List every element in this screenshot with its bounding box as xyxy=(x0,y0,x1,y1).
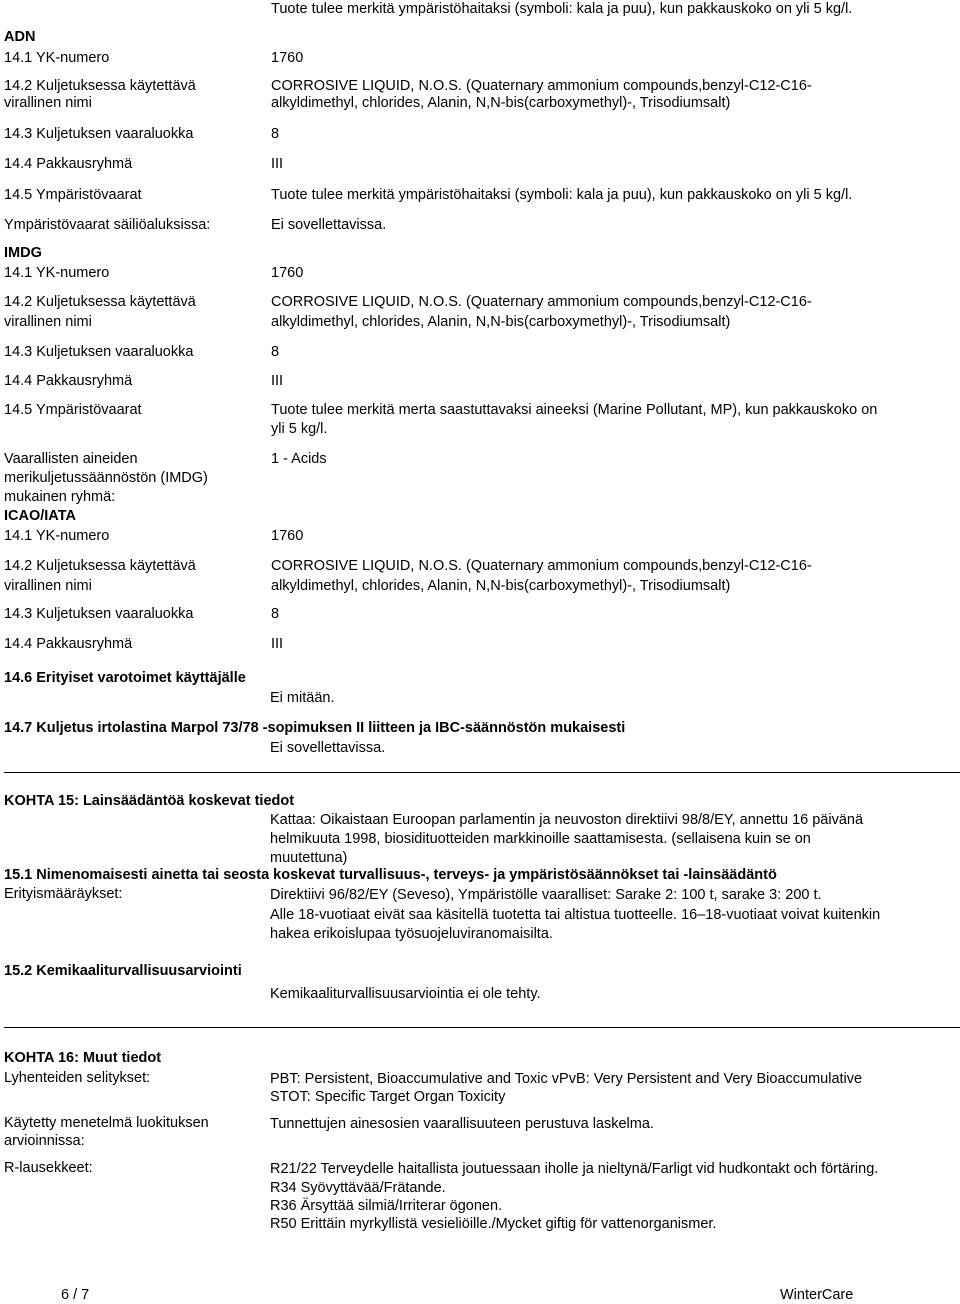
adn-tank-label: Ympäristövaarat säiliöaluksissa: xyxy=(4,217,211,233)
s16-r-4: R50 Erittäin myrkyllistä vesieliöille./Mycket giftig för vattenorganismer. xyxy=(270,1216,717,1232)
imdg-env-label: 14.5 Ympäristövaarat xyxy=(4,402,142,418)
imdg-heading: IMDG xyxy=(4,245,42,261)
adn-name-label-1: 14.2 Kuljetuksessa käytettävä xyxy=(4,78,196,94)
adn-group-label: 14.4 Pakkausryhmä xyxy=(4,156,133,172)
imdg-group-value: III xyxy=(271,373,284,389)
s16-r-label: R-lausekkeet: xyxy=(4,1160,93,1176)
icao-group-label: 14.4 Pakkausryhmä xyxy=(4,636,133,652)
icao-un-label: 14.1 YK-numero xyxy=(4,528,110,544)
s147-heading: 14.7 Kuljetus irtolastina Marpol 73/78 -sopimuksen II liitteen ja IBC-säännöstön mukaisesti xyxy=(4,720,626,736)
s15-kattaa-3: muutettuna) xyxy=(270,850,348,866)
imdg-name-label-2: virallinen nimi xyxy=(4,314,92,330)
icao-name-value-2: alkyldimethyl, chlorides, Alanin, N,N-bis(carboxymethyl)-, Trisodiumsalt) xyxy=(271,578,731,594)
s16-abbr-value-2: STOT: Specific Target Organ Toxicity xyxy=(270,1089,506,1105)
imdg-env-value-1: Tuote tulee merkitä merta saastuttavaksi aineeksi (Marine Pollutant, MP), kun pakkauskoko on xyxy=(271,402,878,418)
s16-r-3: R36 Ärsyttää silmiä/Irriterar ögonen. xyxy=(270,1198,503,1214)
icao-name-label-1: 14.2 Kuljetuksessa käytettävä xyxy=(4,558,196,574)
s16-method-label-2: arvioinnissa: xyxy=(4,1133,85,1149)
s16-abbr-value-1: PBT: Persistent, Bioaccumulative and Toxic vPvB: Very Persistent and Very Bioaccumulative xyxy=(270,1071,863,1087)
imdg-seg-label-1: Vaarallisten aineiden xyxy=(4,451,138,467)
icao-heading: ICAO/IATA xyxy=(4,508,76,524)
icao-name-value-1: CORROSIVE LIQUID, N.O.S. (Quaternary ammonium compounds,benzyl-C12-C16- xyxy=(271,558,812,574)
footer-product-name: WinterCare xyxy=(780,1287,854,1303)
imdg-seg-value: 1 - Acids xyxy=(271,451,327,467)
imdg-seg-label-3: mukainen ryhmä: xyxy=(4,489,116,505)
adn-heading: ADN xyxy=(4,29,36,45)
s15-special-value: Direktiivi 96/82/EY (Seveso), Ympäristölle vaaralliset: Sarake 2: 100 t, sarake 3: 200 t. xyxy=(270,887,822,903)
s146-value: Ei mitään. xyxy=(270,690,335,706)
s147-value: Ei sovellettavissa. xyxy=(270,740,386,756)
adn-class-value: 8 xyxy=(271,126,280,142)
adn-class-label: 14.3 Kuljetuksen vaaraluokka xyxy=(4,126,194,142)
s16-method-label-1: Käytetty menetelmä luokituksen xyxy=(4,1115,209,1131)
imdg-group-label: 14.4 Pakkausryhmä xyxy=(4,373,133,389)
s15-kattaa-2: helmikuuta 1998, biosidituotteiden markkinoille saattamisesta. (sellaisena kuin se on xyxy=(270,831,811,847)
adn-name-value-2: alkyldimethyl, chlorides, Alanin, N,N-bis(carboxymethyl)-, Trisodiumsalt) xyxy=(271,95,731,111)
imdg-un-label: 14.1 YK-numero xyxy=(4,265,110,281)
imdg-class-label: 14.3 Kuljetuksen vaaraluokka xyxy=(4,344,194,360)
icao-class-label: 14.3 Kuljetuksen vaaraluokka xyxy=(4,606,194,622)
imdg-name-label-1: 14.2 Kuljetuksessa käytettävä xyxy=(4,294,196,310)
adn-top-note: Tuote tulee merkitä ympäristöhaitaksi (symboli: kala ja puu), kun pakkauskoko on yli 5 kg/l. xyxy=(271,1,853,17)
s15-sub2-value: Kemikaaliturvallisuusarviointia ei ole tehty. xyxy=(270,986,541,1002)
icao-group-value: III xyxy=(271,636,284,652)
footer-page-number: 6 / 7 xyxy=(61,1287,90,1303)
imdg-name-value-1: CORROSIVE LIQUID, N.O.S. (Quaternary ammonium compounds,benzyl-C12-C16- xyxy=(271,294,812,310)
adn-un-label: 14.1 YK-numero xyxy=(4,50,110,66)
adn-group-value: III xyxy=(271,156,284,172)
s15-youth-1: Alle 18-vuotiaat eivät saa käsitellä tuotetta tai altistua tuotteelle. 16–18-vuotiaat voivat kuitenkin xyxy=(270,907,881,923)
s16-r-1: R21/22 Terveydelle haitallista joutuessaan iholle ja nieltynä/Farligt vid hudkontakt och förtäring. xyxy=(270,1161,879,1177)
adn-un-value: 1760 xyxy=(271,50,304,66)
s16-abbr-label: Lyhenteiden selitykset: xyxy=(4,1070,151,1086)
adn-env-value: Tuote tulee merkitä ympäristöhaitaksi (symboli: kala ja puu), kun pakkauskoko on yli 5 kg/l. xyxy=(271,187,853,203)
s15-youth-2: hakea erikoislupaa työsuojeluviranomaisilta. xyxy=(270,926,553,942)
icao-name-label-2: virallinen nimi xyxy=(4,578,92,594)
icao-class-value: 8 xyxy=(271,606,280,622)
adn-env-label: 14.5 Ympäristövaarat xyxy=(4,187,142,203)
divider-section-16 xyxy=(4,1027,960,1028)
adn-tank-value: Ei sovellettavissa. xyxy=(271,217,387,233)
adn-name-label-2: virallinen nimi xyxy=(4,95,92,111)
s146-heading: 14.6 Erityiset varotoimet käyttäjälle xyxy=(4,670,246,686)
adn-name-value-1: CORROSIVE LIQUID, N.O.S. (Quaternary ammonium compounds,benzyl-C12-C16- xyxy=(271,78,812,94)
imdg-name-value-2: alkyldimethyl, chlorides, Alanin, N,N-bis(carboxymethyl)-, Trisodiumsalt) xyxy=(271,314,731,330)
s16-heading: KOHTA 16: Muut tiedot xyxy=(4,1050,162,1066)
s15-heading: KOHTA 15: Lainsäädäntöä koskevat tiedot xyxy=(4,793,295,809)
s15-kattaa-1: Kattaa: Oikaistaan Euroopan parlamentin ja neuvoston direktiivi 98/8/EY, annettu 16 päivänä xyxy=(270,812,864,828)
s16-method-value: Tunnettujen ainesosien vaarallisuuteen perustuva laskelma. xyxy=(270,1116,654,1132)
s15-sub2-heading: 15.2 Kemikaaliturvallisuusarviointi xyxy=(4,963,242,979)
icao-un-value: 1760 xyxy=(271,528,304,544)
divider-section-15 xyxy=(4,772,960,773)
imdg-env-value-2: yli 5 kg/l. xyxy=(271,421,328,437)
imdg-seg-label-2: merikuljetussäännöstön (IMDG) xyxy=(4,470,208,486)
imdg-class-value: 8 xyxy=(271,344,280,360)
s15-sub1-heading: 15.1 Nimenomaisesti ainetta tai seosta koskevat turvallisuus-, terveys- ja ympäristösäännökset tai -lainsäädäntö xyxy=(4,867,777,883)
s15-special-label: Erityismääräykset: xyxy=(4,886,123,902)
s16-r-2: R34 Syövyttävää/Frätande. xyxy=(270,1180,446,1196)
imdg-un-value: 1760 xyxy=(271,265,304,281)
